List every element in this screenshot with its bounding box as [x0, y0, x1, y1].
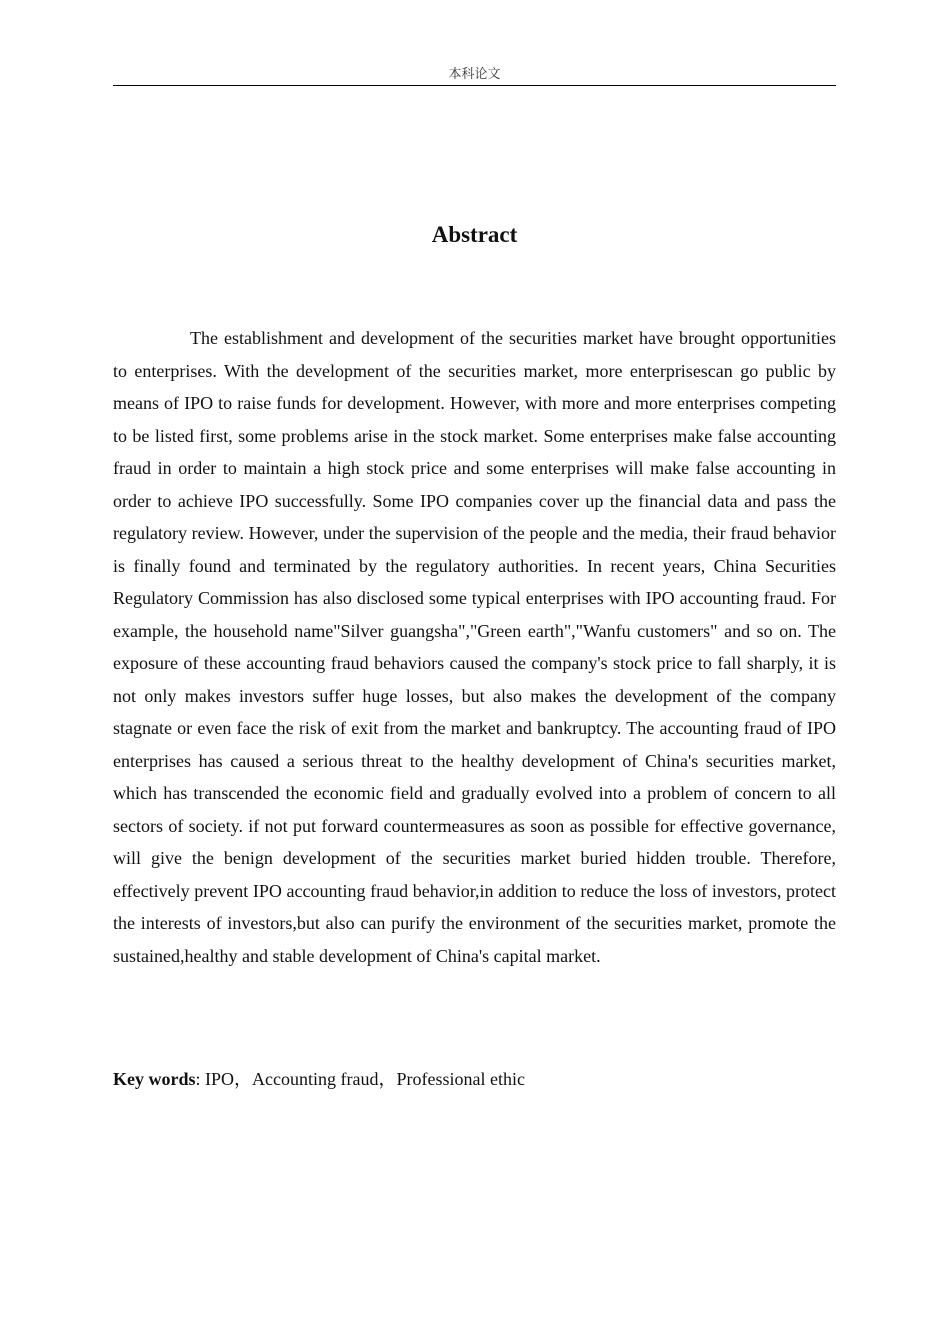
page-header: 本科论文 — [448, 67, 501, 82]
keywords-separator: : — [195, 1069, 206, 1089]
header-divider — [113, 85, 836, 86]
keywords-line — [113, 1064, 836, 1094]
keywords-value: IPO，Accounting fraud，Professional ethic — [205, 1069, 525, 1089]
keywords-label: Key words — [113, 1069, 196, 1089]
abstract-title: Abstract — [431, 222, 518, 247]
abstract-paragraph: The establishment and development of the securities market have brought opportunities to enterprises. With the development of the securities market, more enterprisescan go public by means of IPO to raise funds for development. However, with more and more enterprises competing to be listed first, some problems arise in the stock market. Some enterprises make false accounting fraud in order to maintain a high stock price and some enterprises will make false accounting in order to achieve IPO successfully. Some IPO companies cover up the financial data and pass the regulatory review. However, under the supervision of the people and the media, their fraud behavior is finally found and terminated by the regulatory authorities. In recent years, China Securities Regulatory Commission has also disclosed some typical enterprises with IPO accounting fraud. For example, the household name"Silver guangsha","Green earth","Wanfu customers" and so on. The exposure of these accounting fraud behaviors caused the company's stock price to fall sharply, it is not only makes investors suffer huge losses, but also makes the development of the company stagnate or even face the risk of exit from the market and bankruptcy. The accounting fraud of IPO enterprises has caused a serious threat to the healthy development of China's securities market, which has transcended the economic field and gradually evolved into a problem of concern to all sectors of society. if not put forward countermeasures as soon as possible for effective governance, will give the benign development of the securities market buried hidden trouble. Therefore, effectively prevent IPO accounting fraud behavior,in addition to reduce the loss of investors, protect the interests of investors,but also can purify the environment of the securities market, promote the sustained,healthy and stable development of China's capital market. — [113, 328, 836, 966]
